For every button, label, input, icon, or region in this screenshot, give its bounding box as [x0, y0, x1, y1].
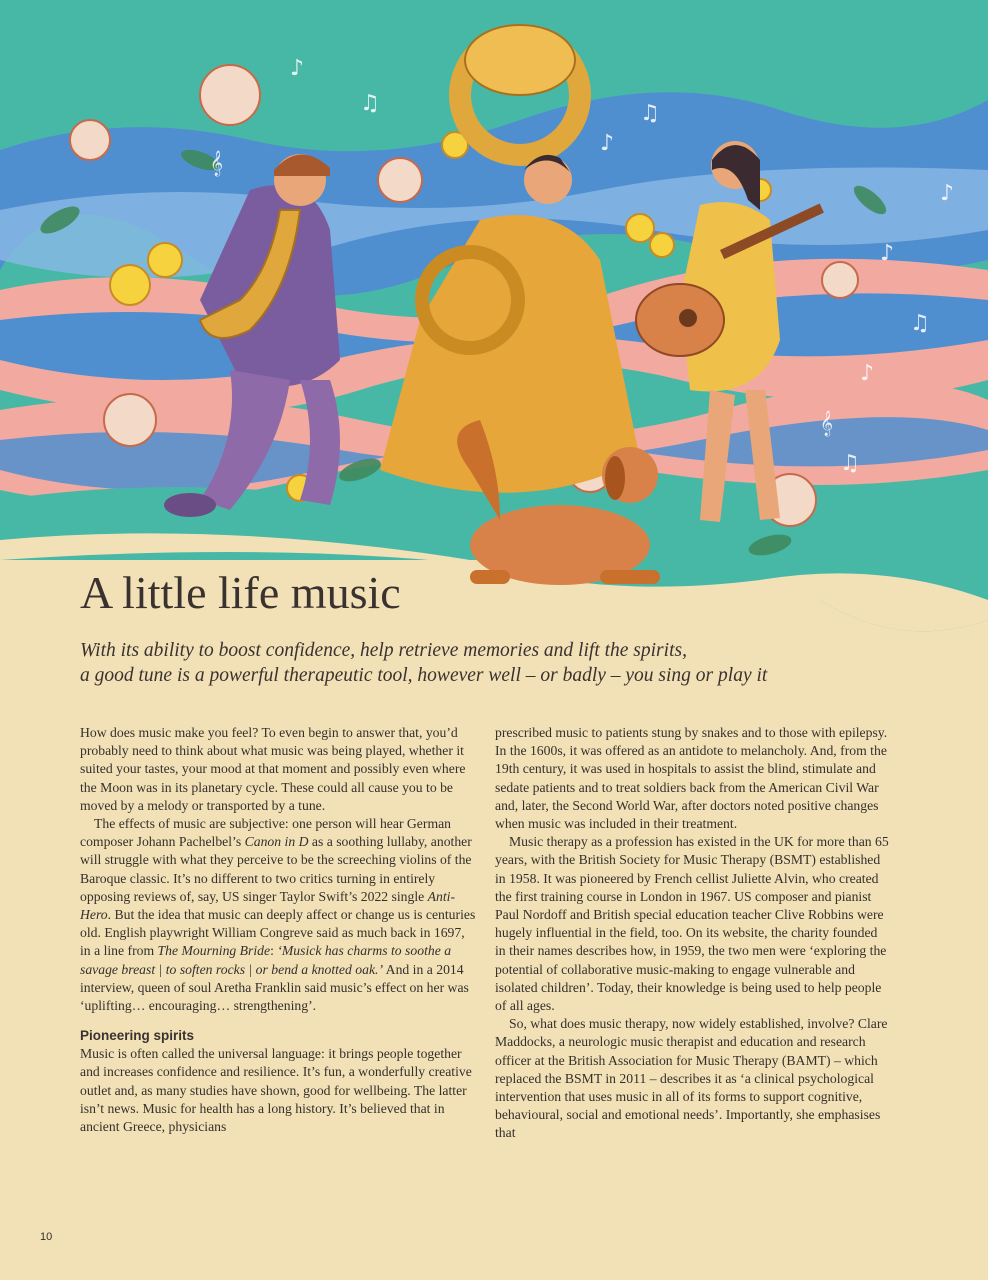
- italic-title-antihero: Anti-Hero: [80, 888, 456, 923]
- page-number: 10: [40, 1231, 53, 1243]
- text-run: :: [270, 943, 278, 959]
- text-run: . But the idea that music can deeply affect or change us is centuries old. English playwright William Congreve said as much back in 1697, in a line from: [80, 907, 476, 959]
- paragraph: How does music make you feel? To even begin to answer that, you’d probably need to think about what music was being played, whether it suited your tastes, your mood at that moment and possibly even where the Moon was in its planetary cycle. These could all cause you to be moved by a melody or transported by a tune.: [80, 725, 466, 813]
- paragraph: Music is often called the universal language: it brings people together and increases confidence and resilience. It’s fun, a wonderfully creative outlet and, as many studies have shown, good for wellbeing. The latter isn’t news. Music for health has a long history. It’s believed that in ancient Greece, physicians: [80, 1046, 472, 1135]
- standfirst-line-2: a good tune is a powerful therapeutic tool, however well – or badly – you sing or play it: [80, 665, 768, 686]
- svg-text:♪: ♪: [880, 241, 895, 266]
- paragraph: Music therapy as a profession has existed in the UK for more than 65 years, with the British Society for Music Therapy (BSMT) established in 1958. It was pioneered by French cellist Juliette Alvin, who created the first training course in London in 1967. US composer and pianist Paul Nordoff and British special education teacher Clive Robbins were hugely influential in the field, too. On its website, the charity founded in their names describes how, in 1959, the two men were ‘exploring the potential of collaborative music-making to engage vulnerable and isolated children’. Today, their knowledge is being used to help people of all ages.: [495, 834, 889, 1014]
- text-run: as a soothing lullaby, another will struggle with what they perceive to be the screeching violins of the Baroque classic. It’s no different to two critics turning in entirely opposing reviews of, say, US singer Taylor Swift’s 2022 single: [80, 834, 472, 904]
- paragraph: So, what does music therapy, now widely established, involve? Clare Maddocks, a neurologic music therapist and education and research officer at the British Association for Music Therapy (BAMT) – which replaced the BSMT in 2011 – describes it as ‘a clinical psychological intervention that uses music in all of its forms to support cognitive, behavioural, social and emotional needs’. Importantly, she emphasises that: [495, 1016, 888, 1141]
- svg-text:♪: ♪: [860, 361, 875, 386]
- italic-title-bride: The Mourning Bride: [157, 943, 271, 959]
- standfirst-line-1: With its ability to boost confidence, help retrieve memories and lift the spirits,: [80, 640, 687, 661]
- italic-quote: ‘Musick has charms to soothe a savage breast | to soften rocks | or bend a knotted oak.’: [80, 943, 452, 977]
- svg-text:♫: ♫: [360, 91, 380, 116]
- svg-text:♫: ♫: [910, 311, 930, 336]
- italic-title-canon: Canon in D: [244, 834, 309, 850]
- right-column: [495, 724, 891, 1143]
- paragraph: [80, 815, 476, 1015]
- svg-text:𝄞: 𝄞: [210, 151, 224, 176]
- section-subhead: Pioneering spirits: [80, 1028, 195, 1044]
- paragraph: prescribed music to patients stung by snakes and to those with epilepsy. In the 1600s, it was offered as an antidote to melancholy. And, from the 19th century, it was used in hospitals to assist the blind, stimulate and sedate patients and to treat soldiers back from the American Civil War and, later, the Second World War, after doctors noted positive changes when music was included in their treatment.: [495, 725, 888, 832]
- svg-text:♫: ♫: [640, 101, 660, 126]
- svg-text:♪: ♪: [940, 181, 955, 206]
- text-run: And in a 2014 interview, queen of soul Aretha Franklin said music’s effect on her was ‘uplifting… encouraging… strengthening’.: [80, 961, 469, 1014]
- svg-text:𝄞: 𝄞: [820, 411, 834, 436]
- left-column: [80, 724, 476, 1136]
- article-standfirst: [80, 638, 920, 688]
- text-run: The effects of music are subjective: one person will hear German composer Johann Pachelbel’s: [80, 816, 452, 850]
- svg-text:♫: ♫: [840, 451, 860, 476]
- svg-text:♪: ♪: [290, 56, 305, 81]
- article-title: A little life music: [80, 567, 401, 618]
- svg-text:♪: ♪: [600, 131, 615, 156]
